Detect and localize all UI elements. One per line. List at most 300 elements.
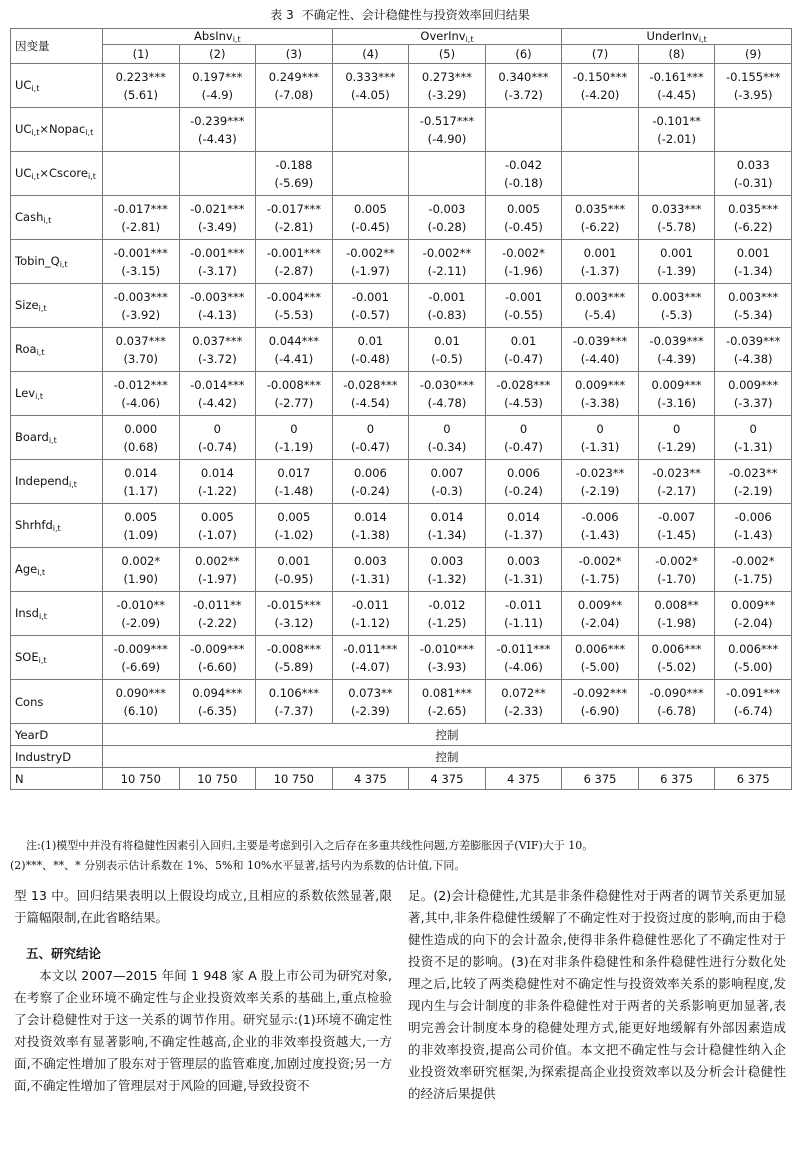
observations-value: 4 375 <box>485 768 562 790</box>
coefficient-cell <box>485 592 562 636</box>
coefficient: -0.014*** <box>190 377 245 392</box>
coefficient: -0.011 <box>504 597 543 612</box>
coefficient: -0.002* <box>578 553 622 568</box>
coefficient: 0.223*** <box>115 69 166 84</box>
coefficient: 0 <box>443 421 451 436</box>
coefficient: 0.008** <box>654 597 699 612</box>
coefficient: 0.001 <box>660 245 694 260</box>
coefficient-cell <box>103 592 180 636</box>
coefficient-cell <box>715 284 792 328</box>
t-statistic: (-0.48) <box>351 351 390 366</box>
t-statistic: (-0.74) <box>197 439 237 454</box>
table-row <box>11 196 792 240</box>
coefficient: 0.006 <box>507 465 540 480</box>
t-statistic: (-1.22) <box>197 483 237 498</box>
variable-subscript: i,t <box>31 84 40 93</box>
coefficient-cell <box>256 284 333 328</box>
coefficient-cell <box>409 416 486 460</box>
coefficient: 0.009*** <box>728 377 779 392</box>
group-subscript: i,t <box>232 35 241 44</box>
coefficient: 0 <box>672 421 681 436</box>
t-statistic: (-2.81) <box>121 219 161 234</box>
t-statistic: (-0.57) <box>351 307 390 322</box>
t-statistic: (-1.31) <box>733 439 773 454</box>
control-row <box>11 746 792 768</box>
variable-label <box>11 240 103 284</box>
coefficient-cell <box>715 108 792 152</box>
coefficient-cell <box>485 548 562 592</box>
coefficient: 0.003*** <box>574 289 626 304</box>
coefficient: -0.006 <box>581 509 619 524</box>
note-line-1: 注:(1)模型中并没有将稳健性因素引入回归,主要是考虑到引入之后存在多重共线性问题,方差膨胀因子(VIF)大于 10。 <box>26 839 594 852</box>
interaction-term: ×Nopac <box>39 122 86 136</box>
coefficient: -0.092*** <box>572 685 628 700</box>
coefficient-cell <box>103 460 180 504</box>
coefficient-cell <box>638 284 715 328</box>
coefficient: -0.101** <box>652 113 701 128</box>
coefficient: 0.005 <box>200 509 234 524</box>
coefficient: 0.017 <box>277 465 311 480</box>
coefficient-cell <box>103 680 180 724</box>
table-caption <box>0 0 800 26</box>
coefficient: 0.005 <box>507 201 540 216</box>
coefficient: 0.01 <box>434 333 460 348</box>
t-statistic: (1.09) <box>123 527 159 542</box>
t-statistic: (-6.69) <box>121 659 161 674</box>
table-row <box>11 328 792 372</box>
coefficient: 0.035*** <box>728 201 779 216</box>
coefficient-cell <box>638 592 715 636</box>
coefficient-cell <box>332 240 409 284</box>
t-statistic: (-3.37) <box>733 395 773 410</box>
t-statistic: (-5.3) <box>660 307 693 322</box>
coefficient: -0.042 <box>504 157 543 172</box>
variable-subscript: i,t <box>35 392 43 401</box>
control-value: 控制 <box>103 746 792 768</box>
coefficient-cell <box>638 152 715 196</box>
coefficient: 0.081*** <box>421 685 473 700</box>
coefficient: -0.090*** <box>649 685 704 700</box>
coefficient: 0.249*** <box>268 69 319 84</box>
table-title: 不确定性、会计稳健性与投资效率回归结果 <box>301 8 530 22</box>
t-statistic: (-3.49) <box>197 219 237 234</box>
coefficient: 0.006*** <box>574 641 626 656</box>
coefficient: -0.039*** <box>726 333 781 348</box>
t-statistic: (-0.47) <box>504 351 543 366</box>
t-statistic: (-3.17) <box>197 263 237 278</box>
coefficient: -0.001 <box>428 289 466 304</box>
coefficient-cell <box>256 460 333 504</box>
coefficient: 0.005 <box>277 509 311 524</box>
t-statistic: (-4.05) <box>351 87 390 102</box>
t-statistic: (-0.28) <box>427 219 467 234</box>
coefficient-cell <box>485 460 562 504</box>
coefficient-cell <box>256 152 333 196</box>
t-statistic: (-1.19) <box>274 439 314 454</box>
coefficient: -0.001*** <box>266 245 322 260</box>
table-row <box>11 284 792 328</box>
t-statistic: (-4.41) <box>274 351 314 366</box>
coefficient-cell <box>103 416 180 460</box>
coefficient: -0.002** <box>346 245 395 260</box>
t-statistic: (-1.39) <box>657 263 696 278</box>
t-statistic: (-5.02) <box>657 659 696 674</box>
coefficient-cell <box>179 108 256 152</box>
group-subscript: i,t <box>698 35 707 44</box>
coefficient: 0.003 <box>507 553 540 568</box>
t-statistic: (-5.89) <box>274 659 314 674</box>
coefficient-cell <box>638 240 715 284</box>
coefficient-cell <box>256 372 333 416</box>
t-statistic: (-1.38) <box>351 527 390 542</box>
coefficient-cell <box>332 64 409 108</box>
t-statistic: (-1.34) <box>427 527 467 542</box>
coefficient: 0.090*** <box>115 685 166 700</box>
coefficient: 0.014 <box>430 509 464 524</box>
t-statistic: (-6.22) <box>580 219 620 234</box>
coefficient: -0.002* <box>502 245 545 260</box>
variable-name: UC <box>15 78 32 92</box>
coefficient-cell <box>715 152 792 196</box>
t-statistic: (-7.08) <box>274 87 314 102</box>
t-statistic: (-0.18) <box>504 175 543 190</box>
t-statistic: (-0.34) <box>427 439 467 454</box>
t-statistic: (-0.31) <box>733 175 773 190</box>
t-statistic: (-4.07) <box>351 659 390 674</box>
observations-value: 10 750 <box>103 768 180 790</box>
t-statistic: (-5.34) <box>733 307 773 322</box>
coefficient: -0.009*** <box>113 641 168 656</box>
t-statistic: (3.70) <box>123 351 159 366</box>
coefficient-cell <box>103 152 180 196</box>
t-statistic: (-6.60) <box>197 659 237 674</box>
header-number-row <box>11 45 792 64</box>
coefficient-cell <box>332 416 409 460</box>
variable-label <box>11 108 103 152</box>
table-number: 表 3 <box>270 8 294 22</box>
t-statistic: (-0.83) <box>427 307 467 322</box>
variable-label <box>11 460 103 504</box>
coefficient-cell <box>715 636 792 680</box>
coefficient: 0.003 <box>353 553 387 568</box>
t-statistic: (-4.53) <box>504 395 543 410</box>
coefficient-cell <box>485 196 562 240</box>
coefficient: -0.001 <box>351 289 389 304</box>
coefficient: -0.012*** <box>113 377 168 392</box>
coefficient: -0.006 <box>734 509 772 524</box>
coefficient-cell <box>256 196 333 240</box>
t-statistic: (-4.78) <box>427 395 467 410</box>
coefficient-cell <box>562 548 639 592</box>
interaction-term: ×Cscore <box>39 166 88 180</box>
t-statistic: (-3.72) <box>504 87 543 102</box>
coefficient: -0.015*** <box>266 597 322 612</box>
variable-name: Tobin_Q <box>15 254 60 268</box>
coefficient-cell <box>103 240 180 284</box>
coefficient: 0.035*** <box>574 201 626 216</box>
coefficient-cell <box>409 240 486 284</box>
t-statistic: (-2.65) <box>427 703 467 718</box>
coefficient-cell <box>715 64 792 108</box>
coefficient-cell <box>715 240 792 284</box>
t-statistic: (-1.31) <box>580 439 620 454</box>
right-column <box>408 885 786 1105</box>
t-statistic: (-4.39) <box>657 351 696 366</box>
coefficient-cell <box>638 636 715 680</box>
t-statistic: (-1.96) <box>504 263 543 278</box>
coefficient-cell <box>332 108 409 152</box>
t-statistic: (-2.11) <box>427 263 467 278</box>
coefficient: 0.014 <box>200 465 234 480</box>
coefficient: 0.000 <box>124 421 158 436</box>
coefficient: -0.001 <box>504 289 543 304</box>
coefficient: 0 <box>213 421 221 436</box>
t-statistic: (-0.45) <box>504 219 543 234</box>
t-statistic: (-5.4) <box>584 307 616 322</box>
coefficient: -0.023** <box>652 465 701 480</box>
coefficient: 0.003*** <box>728 289 779 304</box>
coefficient: -0.009*** <box>190 641 245 656</box>
coefficient: -0.030*** <box>419 377 475 392</box>
coefficient: 0.037*** <box>115 333 166 348</box>
coefficient: -0.023** <box>728 465 778 480</box>
variable-label <box>11 372 103 416</box>
variable-subscript: i,t <box>69 480 77 489</box>
coefficient: -0.011*** <box>496 641 551 656</box>
coefficient: 0 <box>519 421 528 436</box>
t-statistic: (-6.35) <box>197 703 237 718</box>
coefficient: 0.006 <box>353 465 387 480</box>
t-statistic: (-1.07) <box>197 527 237 542</box>
coefficient-cell <box>485 108 562 152</box>
coefficient-cell <box>562 240 639 284</box>
coefficient-cell <box>562 152 639 196</box>
t-statistic: (-6.74) <box>733 703 773 718</box>
group-header <box>562 29 792 45</box>
table-row <box>11 108 792 152</box>
coefficient: 0.044*** <box>268 333 319 348</box>
coefficient: 0 <box>749 421 757 436</box>
coefficient-cell <box>638 548 715 592</box>
t-statistic: (-2.19) <box>733 483 773 498</box>
right-paragraph: 足。(2)会计稳健性,尤其是非条件稳健性对于两者的调节关系更加显著,其中,非条件稳健性缓解了不确定性对于投资过度的影响,而由于稳健性造成的向下的会计盈余,使得非条件稳健性恶化了不确定性对于投资不足的影响。(3)在对非条件稳健性和条件稳健性进行分数化处理之后,比较了两类稳健性对不确定性与投资效率关系的影响程度,发现内生与会计制度的非条件稳健性对于两者的关系影响更加显著,表明完善会计制度本身的稳健处理方式,能更好地缓解有外部因素造成的非效率投资,提高公司价值。本文把不确定性与会计稳健性纳入企业投资效率研究框架,为探索提高企业投资效率以及分析会计稳健性的经济后果提供 <box>408 888 786 1101</box>
column-number: (5) <box>409 45 486 64</box>
coefficient: -0.239*** <box>190 113 245 128</box>
section-heading: 五、研究结论 <box>26 946 102 961</box>
variable-label <box>11 548 103 592</box>
coefficient: -0.517*** <box>419 113 475 128</box>
t-statistic: (-0.5) <box>431 351 463 366</box>
variable-subscript: i,t <box>43 216 52 225</box>
observations-value: 4 375 <box>409 768 486 790</box>
observations-value: 6 375 <box>715 768 792 790</box>
observations-label: N <box>11 768 103 790</box>
coefficient-cell <box>256 64 333 108</box>
variable-name: UC <box>15 166 32 180</box>
t-statistic: (-2.17) <box>657 483 696 498</box>
variable-name: SOE <box>15 650 39 664</box>
variable-label <box>11 328 103 372</box>
coefficient: 0.014 <box>507 509 540 524</box>
coefficient-cell <box>409 284 486 328</box>
column-number: (3) <box>256 45 333 64</box>
t-statistic: (-2.87) <box>274 263 314 278</box>
coefficient-cell <box>409 460 486 504</box>
coefficient-cell <box>179 504 256 548</box>
column-number: (1) <box>103 45 180 64</box>
coefficient: -0.008*** <box>266 377 322 392</box>
group-header <box>103 29 333 45</box>
left-intro: 型 13 中。回归结果表明以上假设均成立,且相应的系数依然显著,限于篇幅限制,在此省略结果。 <box>14 888 392 925</box>
t-statistic: (0.68) <box>123 439 159 454</box>
t-statistic: (-3.15) <box>121 263 161 278</box>
variable-subscript: i,t <box>52 524 61 533</box>
coefficient-cell <box>332 504 409 548</box>
coefficient-cell <box>715 548 792 592</box>
variable-subscript: i,t <box>38 656 47 665</box>
control-row <box>11 724 792 746</box>
t-statistic: (-1.02) <box>274 527 314 542</box>
t-statistic: (-0.45) <box>351 219 390 234</box>
t-statistic: (-4.20) <box>580 87 620 102</box>
coefficient-cell <box>409 548 486 592</box>
coefficient: -0.002** <box>422 245 472 260</box>
variable-name: Roa <box>15 342 37 356</box>
coefficient-cell <box>256 548 333 592</box>
variable-name: Shrhfd <box>15 518 53 532</box>
coefficient-cell <box>562 680 639 724</box>
t-statistic: (-3.38) <box>580 395 620 410</box>
coefficient: -0.003*** <box>113 289 168 304</box>
coefficient-cell <box>485 64 562 108</box>
t-statistic: (-4.40) <box>580 351 620 366</box>
coefficient: 0.073** <box>348 685 393 700</box>
table-row <box>11 636 792 680</box>
control-value: 控制 <box>103 724 792 746</box>
variable-subscript: i,t <box>31 172 40 181</box>
t-statistic: (-1.31) <box>504 571 543 586</box>
coefficient-cell <box>638 372 715 416</box>
t-statistic: (-1.32) <box>427 571 467 586</box>
coefficient: 0.002** <box>195 553 240 568</box>
coefficient: -0.010** <box>116 597 166 612</box>
variable-subscript: i,t <box>36 348 45 357</box>
coefficient-cell <box>179 592 256 636</box>
coefficient-cell <box>409 636 486 680</box>
coefficient-cell <box>103 504 180 548</box>
t-statistic: (-3.29) <box>427 87 467 102</box>
coefficient: -0.002* <box>655 553 699 568</box>
variable-label <box>11 64 103 108</box>
coefficient-cell <box>715 504 792 548</box>
coefficient: -0.004*** <box>266 289 322 304</box>
coefficient: -0.023** <box>575 465 625 480</box>
coefficient-cell <box>332 284 409 328</box>
coefficient: 0.002* <box>121 553 161 568</box>
coefficient-cell <box>256 504 333 548</box>
coefficient-cell <box>485 152 562 196</box>
t-statistic: (-4.43) <box>197 131 237 146</box>
note-line-2: (2)***、**、* 分别表示估计系数在 1%、5%和 10%水平显著,括号内为系数的估计值,下同。 <box>10 859 466 872</box>
coefficient-cell <box>103 108 180 152</box>
t-statistic: (-5.53) <box>274 307 314 322</box>
coefficient: -0.039*** <box>649 333 704 348</box>
coefficient-cell <box>409 680 486 724</box>
t-statistic: (-5.78) <box>657 219 696 234</box>
coefficient: 0.340*** <box>498 69 549 84</box>
coefficient-cell <box>562 328 639 372</box>
t-statistic: (-2.22) <box>197 615 237 630</box>
t-statistic: (-7.37) <box>274 703 314 718</box>
table-row <box>11 240 792 284</box>
group-subscript: i,t <box>465 35 474 44</box>
coefficient-cell <box>103 64 180 108</box>
coefficient-cell <box>179 548 256 592</box>
coefficient: 0.094*** <box>192 685 243 700</box>
coefficient-cell <box>562 592 639 636</box>
coefficient: -0.008*** <box>266 641 322 656</box>
group-name: AbsInv <box>194 29 233 43</box>
t-statistic: (5.61) <box>123 87 159 102</box>
observations-value: 10 750 <box>179 768 256 790</box>
coefficient: -0.150*** <box>572 69 628 84</box>
coefficient-cell <box>179 284 256 328</box>
coefficient: 0.003*** <box>651 289 702 304</box>
column-number: (7) <box>562 45 639 64</box>
header-group-row <box>11 29 792 45</box>
t-statistic: (-1.97) <box>197 571 237 586</box>
variable-subscript: i,t <box>38 304 47 313</box>
coefficient: 0.273*** <box>421 69 473 84</box>
coefficient: -0.003 <box>428 201 466 216</box>
coefficient-cell <box>256 328 333 372</box>
column-number: (9) <box>715 45 792 64</box>
observations-value: 6 375 <box>562 768 639 790</box>
coefficient: 0.009*** <box>574 377 626 392</box>
variable-label <box>11 196 103 240</box>
t-statistic: (-3.72) <box>197 351 237 366</box>
coefficient: 0.033*** <box>651 201 702 216</box>
variable-name: Board <box>15 430 49 444</box>
coefficient-cell <box>485 416 562 460</box>
coefficient-cell <box>485 636 562 680</box>
t-statistic: (-6.22) <box>733 219 773 234</box>
coefficient: 0 <box>366 421 375 436</box>
variable-name: Cash <box>15 210 44 224</box>
t-statistic: (-4.90) <box>427 131 467 146</box>
variable-subscript: i,t <box>59 260 68 269</box>
t-statistic: (-2.39) <box>351 703 390 718</box>
t-statistic: (-2.01) <box>657 131 696 146</box>
t-statistic: (-0.47) <box>351 439 390 454</box>
t-statistic: (1.90) <box>123 571 159 586</box>
coefficient: 0.007 <box>430 465 464 480</box>
t-statistic: (-2.04) <box>580 615 620 630</box>
t-statistic: (-1.37) <box>580 263 620 278</box>
coefficient: -0.091*** <box>726 685 781 700</box>
t-statistic: (-1.75) <box>733 571 773 586</box>
table-row <box>11 592 792 636</box>
t-statistic: (-4.06) <box>121 395 161 410</box>
coefficient-cell <box>332 548 409 592</box>
coefficient: 0 <box>290 421 298 436</box>
column-number: (2) <box>179 45 256 64</box>
table-row <box>11 152 792 196</box>
coefficient-cell <box>103 328 180 372</box>
t-statistic: (-5.00) <box>733 659 773 674</box>
control-label: YearD <box>11 724 103 746</box>
coefficient: -0.010*** <box>419 641 475 656</box>
